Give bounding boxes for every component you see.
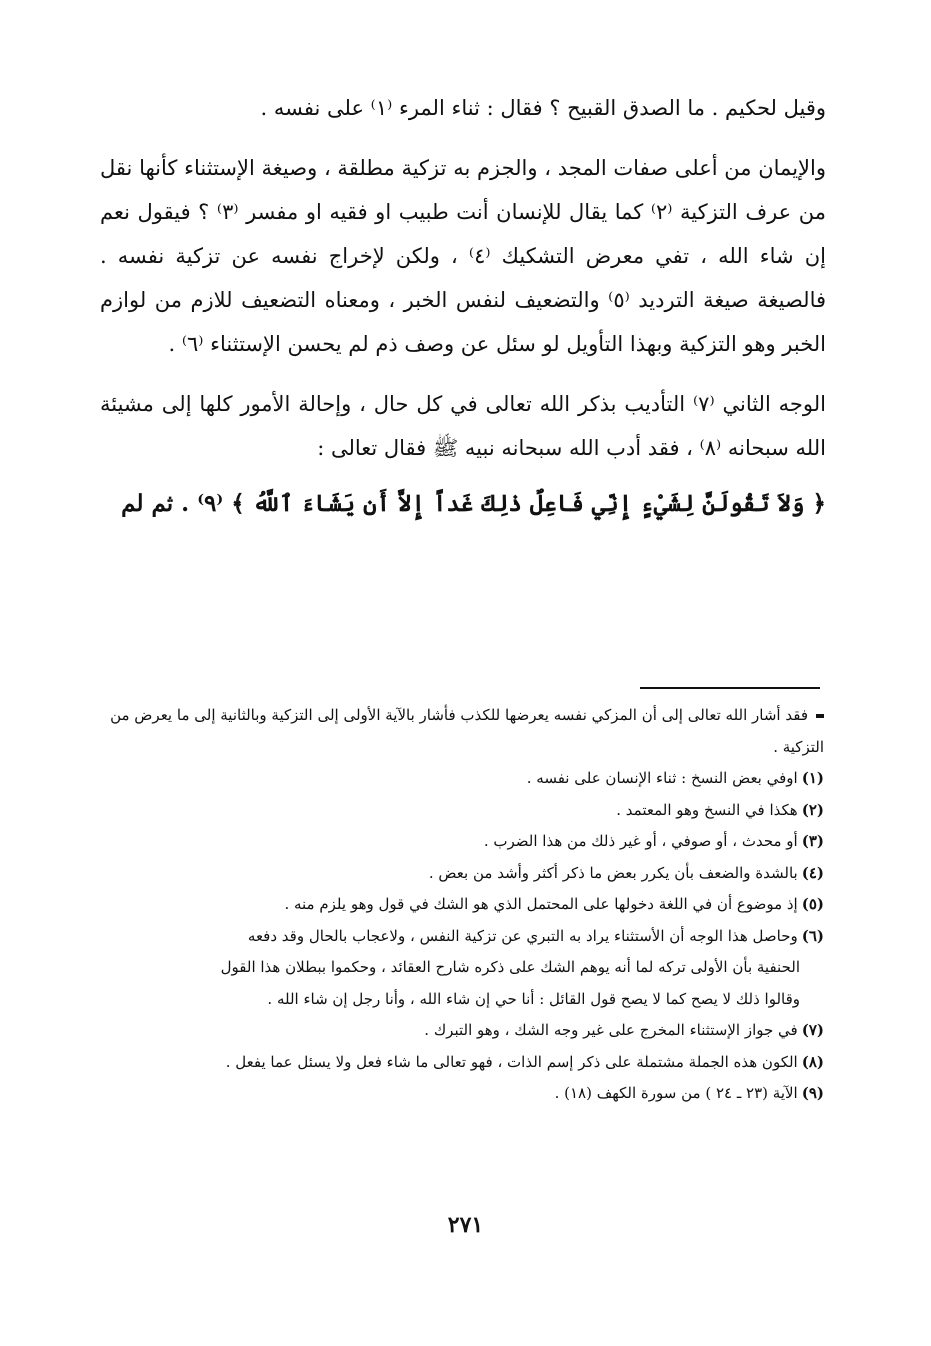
footnote-text: الكون هذه الجملة مشتملة على ذكر إسم الذات ، فهو تعالى ما شاء فعل ولا يسئل عما يفعل . [225, 1052, 798, 1071]
footnote-6 [100, 921, 824, 953]
footnote-4 [100, 858, 824, 890]
footnote-6-continued [100, 952, 824, 984]
paragraph-3: الوجه الثاني ⁽٧⁾ التأديب بذكر الله تعالى في كل حال ، وإحالة الأمور كلها إلى مشيئة الله سبحانه ⁽٨⁾ ، فقد أدب الله سبحانه نبيه ﷺ فقال تعالى : [100, 392, 826, 460]
footnote-number: (٢) [801, 800, 824, 819]
footnote-text: وحاصل هذا الوجه أن الأستثناء يراد به التبري عن تزكية النفس ، ولاعجاب بالحال وقد دفعه [247, 926, 798, 945]
footnote-number: (٦) [801, 926, 824, 945]
footnote-text: الآية (٢٣ ـ ٢٤ ) من سورة الكهف (١٨) . [554, 1084, 798, 1102]
footnote-3 [100, 826, 824, 858]
footnotes-block [100, 700, 824, 1110]
quran-verse: ﴿ وَلاَ تَقُولَنَّ لِشَيْءٍ إِنِّي فَاعِلٌ ذٰلِكَ غَداً إِلاَّ أَن يَشَاءَ ٱللَّهُ ﴾ ⁽٩⁾ . ثم لم [121, 490, 826, 517]
footnote-2 [100, 795, 824, 827]
footnote-text: وقالوا ذلك لا يصح كما لا يصح قول القائل : أنا حي إن شاء الله ، وأنا رجل إن شاء الله . [267, 989, 800, 1008]
footnote-7 [100, 1015, 824, 1047]
footnote-9 [100, 1078, 824, 1110]
footnote-number: (٣) [801, 832, 824, 850]
footnote-text: بالشدة والضعف بأن يكرر بعض ما ذكر أكثر وأشد من بعض . [428, 863, 798, 882]
footnote-number: (٤) [801, 863, 824, 882]
footnote-text: اوفي بعض النسخ : ثناء الإنسان على نفسه . [526, 769, 798, 787]
footnote-number: (٥) [801, 895, 824, 913]
footnote-text: في جواز الإستثناء المخرج على غير وجه الشك ، وهو التبرك . [424, 1021, 798, 1039]
footnote-1 [100, 763, 824, 795]
paragraph-2: والإيمان من أعلى صفات المجد ، والجزم به تزكية مطلقة ، وصيغة الإستثناء كأنها نقل من عرف التزكية ⁽٢⁾ كما يقال للإنسان أنت طبيب او فقيه او مفسر ⁽٣⁾ ؟ فيقول نعم إن شاء الله ، تفي معرض التشكيك ⁽٤⁾ ، ولكن لإخراج نفسه عن تزكية نفسه . فالصيغة صيغة الترديد ⁽٥⁾ والتضعيف لنفس الخبر ، ومعناه التضعيف للازم من لوازم الخبر وهو التزكية وبهذا التأويل لو سئل عن وصف ذم لم يحسن الإستثناء ⁽٦⁾ . [100, 156, 827, 356]
page-number: ٢٧١ [447, 1212, 484, 1238]
footnote-6-continued [100, 984, 824, 1016]
paragraph-1: وقيل لحكيم . ما الصدق القبيح ؟ فقال : ثناء المرء ⁽١⁾ على نفسه . [260, 96, 826, 120]
footnote-number: (١) [801, 769, 824, 787]
footnote-star [100, 700, 824, 763]
footnote-divider [640, 687, 820, 689]
footnote-text: إذ موضوع أن في اللغة دخولها على المحتمل الذي هو الشك في قول وهو يلزم منه . [284, 895, 798, 913]
footnote-number: (٩) [801, 1084, 824, 1102]
bullet-icon [816, 714, 824, 718]
footnote-number: (٨) [801, 1052, 824, 1071]
footnote-5 [100, 889, 824, 921]
footnote-number: (٧) [801, 1021, 824, 1039]
footnote-text: فقد أشار الله تعالى إلى أن المزكي نفسه يعرضها للكذب فأشار بالآية الأولى إلى التزكية وبالثانية إلى ما يعرض من التزكية . [110, 706, 824, 756]
footnote-text: هكذا في النسخ وهو المعتمد . [616, 800, 798, 819]
footnote-text: الحنفية بأن الأولى تركه لما أنه يوهم الشك على ذكره شارح العقائد ، وحكموا ببطلان هذا القول [220, 958, 800, 976]
footnote-8 [100, 1047, 824, 1079]
footnote-text: أو محدث ، أو صوفي ، أو غير ذلك من هذا الضرب . [483, 832, 798, 850]
main-text-block [100, 86, 826, 528]
